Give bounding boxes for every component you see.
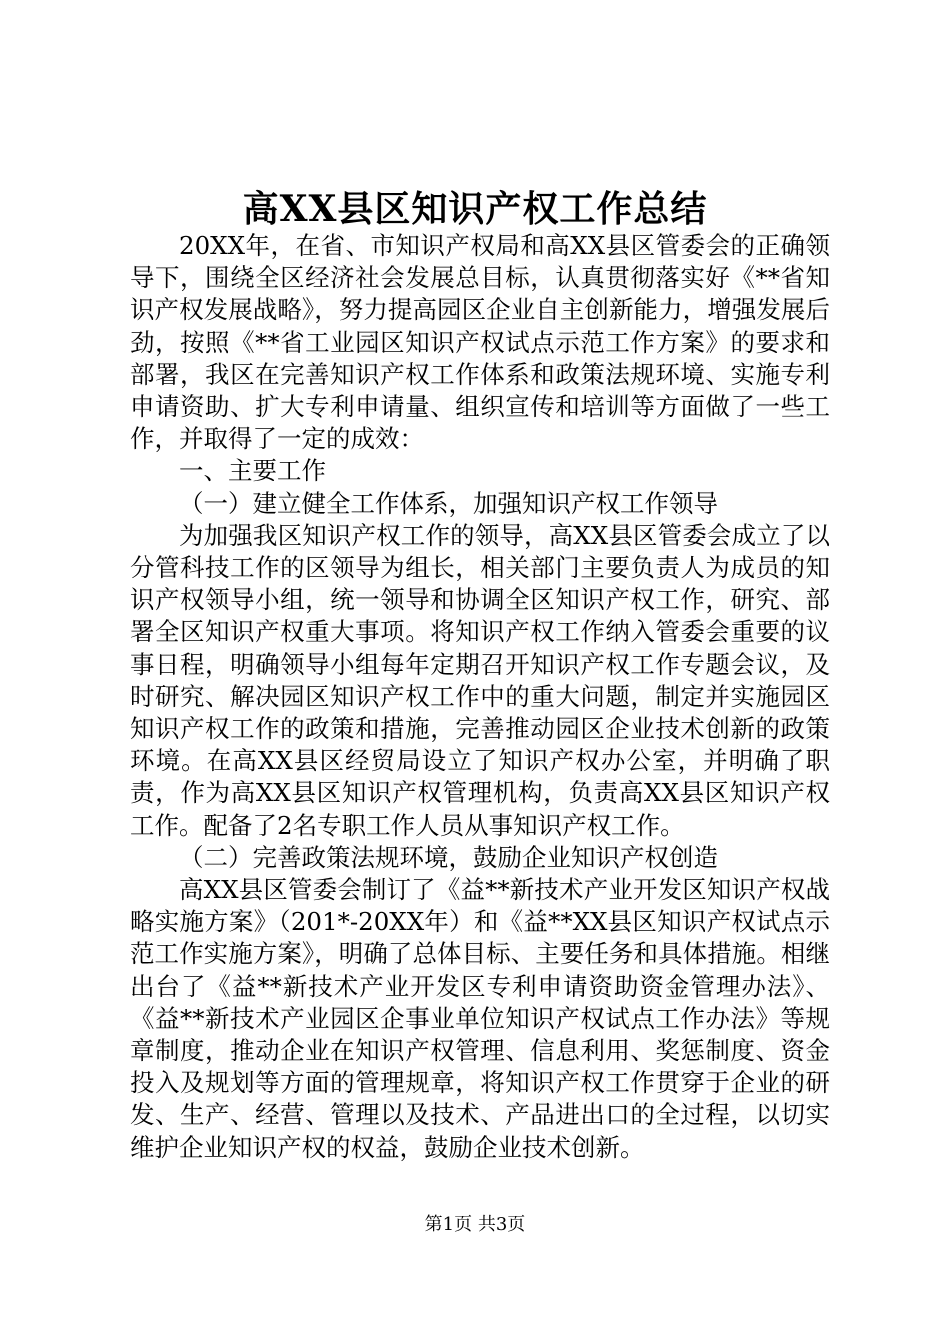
subsection-heading-1: （一）建立健全工作体系，加强知识产权工作领导 [179,488,718,518]
document-body [130,230,830,1164]
paragraph-work-system: 为加强我区知识产权工作的领导，高XX县区管委会成立了以分管科技工作的区领导为组长，相关部门主要负责人为成员的知识产权领导小组，统一领导和协调全区知识产权工作，研究、部署全区知识产权重大事项。将知识产权工作纳入管委会重要的议事日程，明确领导小组每年定期召开知识产权工作专题会议，及时研究、解决园区知识产权工作中的重大问题，制定并实施园区知识产权工作的政策和措施，完善推动园区企业技术创新的政策环境。在高XX县区经贸局设立了知识产权办公室，并明确了职责，作为高XX县区知识产权管理机构，负责高XX县区知识产权工作。配备了2名专职工作人员从事知识产权工作。 [130,520,830,840]
paragraph-intro: 20XX年，在省、市知识产权局和高XX县区管委会的正确领导下，围绕全区经济社会发展总目标，认真贯彻落实好《**省知识产权发展战略》，努力提高园区企业自主创新能力，增强发展后劲，按照《**省工业园区知识产权试点示范工作方案》的要求和部署，我区在完善知识产权工作体系和政策法规环境、实施专利申请资助、扩大专利申请量、组织宣传和培训等方面做了一些工作，并取得了一定的成效： [130,231,830,454]
paragraph-policy-environment: 高XX县区管委会制订了《益**新技术产业开发区知识产权战略实施方案》（201*-20XX年）和《益**XX县区知识产权试点示范工作实施方案》，明确了总体目标、主要任务和具体措施。相继出台了《益**新技术产业开发区专利申请资助资金管理办法》、《益**新技术产业园区企事业单位知识产权试点工作办法》等规章制度，推动企业在知识产权管理、信息利用、奖惩制度、资金投入及规划等方面的管理规章，将知识产权工作贯穿于企业的研发、生产、经营、管理以及技术、产品进出口的全过程，以切实维护企业知识产权的权益，鼓励企业技术创新。 [130,875,830,1162]
document-title: 高XX县区知识产权工作总结 [242,188,708,230]
section-heading-main-work: 一、主要工作 [179,456,326,486]
subsection-heading-2: （二）完善政策法规环境，鼓励企业知识产权创造 [179,842,718,872]
page-footer: 第1页 共3页 [424,1214,526,1235]
